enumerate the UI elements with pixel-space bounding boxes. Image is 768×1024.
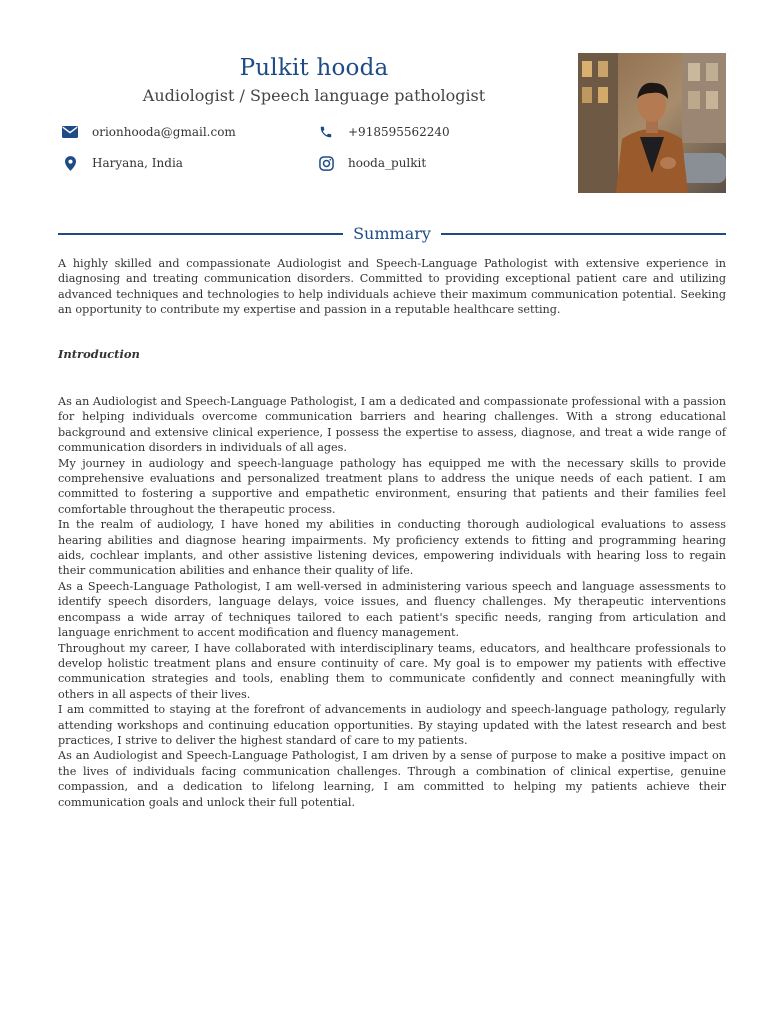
phone-text[interactable]: +918595562240	[348, 125, 450, 139]
summary-heading-label: Summary	[353, 224, 431, 243]
intro-paragraph: In the realm of audiology, I have honed my abilities in conducting thorough audiological evaluations to assess hearing abilities and diagnose hearing impairments. My proficiency extends to fitting and programming hearing aids, cochlear implants, and other assistive listening devices, empowering individuals with hearing loss to regain their communication abilities and enhance their quality of life.	[58, 518, 726, 578]
instagram-text[interactable]: hooda_pulkit	[348, 156, 427, 170]
intro-paragraph: As an Audiologist and Speech-Language Pathologist, I am driven by a sense of purpose to make a positive impact on the lives of individuals facing communication challenges. Through a combination of clinical expertise, genuine compassion, and a dedication to lifelong learning, I am committed to helping my patients achieve their communication goals and unlock their full potential.	[58, 749, 726, 809]
introduction-label: Introduction	[58, 347, 140, 361]
phone-icon	[316, 122, 336, 142]
divider-left	[58, 233, 343, 235]
contact-instagram[interactable]	[316, 153, 426, 173]
summary-text: A highly skilled and compassionate Audiologist and Speech-Language Pathologist with extensive experience in diagnosing and treating communication disorders. Committed to providing exceptional patient care and utilizing advanced techniques and technologies to help individuals achieve their maximum communication potential. Seeking an opportunity to contribute my expertise and passion in a reputable healthcare setting.	[58, 257, 726, 317]
intro-paragraph: I am committed to staying at the forefront of advancements in audiology and speech-language pathology, regularly attending workshops and continuing education opportunities. By staying updated with the latest research and best practices, I strive to deliver the highest standard of care to my patients.	[58, 703, 726, 747]
email-text[interactable]: orionhooda@gmail.com	[92, 125, 236, 139]
candidate-name: Pulkit hooda	[239, 55, 389, 81]
contact-email[interactable]	[60, 122, 236, 142]
contact-phone[interactable]	[316, 122, 450, 142]
candidate-title: Audiologist / Speech language pathologist	[142, 86, 486, 105]
location-text: Haryana, India	[92, 156, 183, 170]
divider-right	[441, 233, 726, 235]
intro-paragraph: My journey in audiology and speech-language pathology has equipped me with the necessary skills to provide comprehensive evaluations and personalized treatment plans to address the unique needs of each patient. I am committed to fostering a supportive and empathetic environment, ensuring that patients and their families feel comfortable throughout the therapeutic process.	[58, 456, 726, 516]
map-pin-icon	[60, 153, 80, 173]
introduction-body	[58, 394, 726, 810]
summary-heading	[58, 222, 726, 246]
envelope-icon	[60, 122, 80, 142]
intro-paragraph: As an Audiologist and Speech-Language Pathologist, I am a dedicated and compassionate professional with a passion for helping individuals overcome communication barriers and hearing challenges. With a strong educational background and extensive clinical experience, I possess the expertise to assess, diagnose, and treat a wide range of communication disorders in individuals of all ages.	[58, 395, 726, 455]
profile-photo	[578, 53, 726, 193]
contact-location	[60, 153, 183, 173]
intro-paragraph: As a Speech-Language Pathologist, I am well-versed in administering various speech and language assessments to identify speech disorders, language delays, voice issues, and fluency challenges. My therapeutic interventions encompass a wide array of techniques tailored to each patient's specific needs, ranging from articulation and language enrichment to accent modification and fluency management.	[58, 579, 726, 640]
instagram-icon	[316, 153, 336, 173]
intro-paragraph: Throughout my career, I have collaborated with interdisciplinary teams, educators, and healthcare professionals to develop holistic treatment plans and ensure continuity of care. My goal is to empower my patients with effective communication strategies and tools, enabling them to communicate confidently and connect meaningfully with others in all aspects of their lives.	[58, 641, 726, 701]
